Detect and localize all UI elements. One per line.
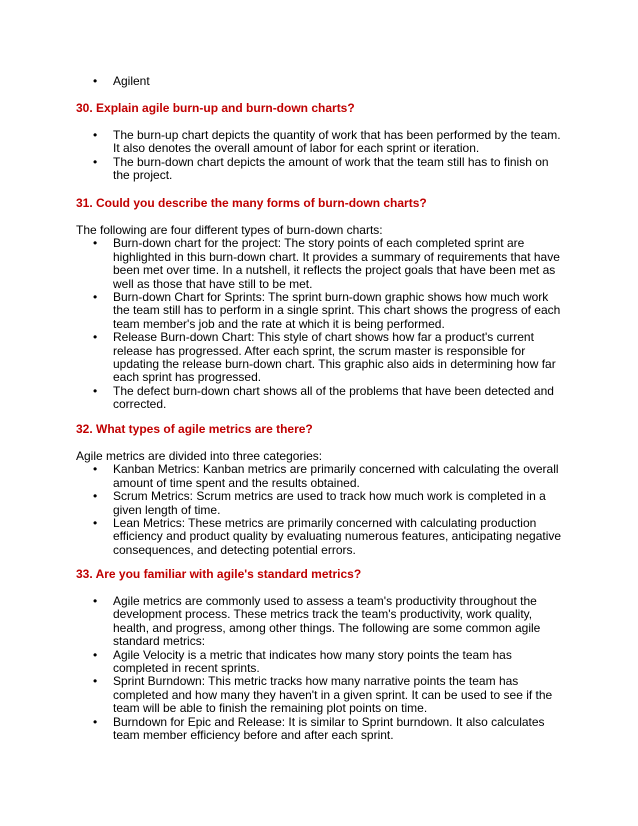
list-item: • Lean Metrics: These metrics are primarily concerned with calculating production efficiency and product quality by evaluating numerous features, anticipating negative consequences, and detecting potential errors. [76, 517, 568, 557]
list-item: • Release Burn-down Chart: This style of chart shows how far a product's current release has progressed. After each sprint, the scrum master is responsible for updating the release burn-down chart. This graphic also aids in determining how far each sprint has progressed. [76, 331, 568, 385]
list-item: • Burndown for Epic and Release: It is similar to Sprint burndown. It also calculates team member efficiency before and after each sprint. [76, 716, 568, 743]
question-30-answer [76, 129, 568, 183]
list-item: • Agile Velocity is a metric that indicates how many story points the team has completed in recent sprints. [76, 649, 568, 676]
question-33-list [76, 595, 568, 742]
list-item: • The defect burn-down chart shows all of the problems that have been detected and corrected. [76, 385, 568, 412]
list-item: • Scrum Metrics: Scrum metrics are used to track how much work is completed in a given length of time. [76, 490, 568, 517]
question-31-list [76, 237, 568, 411]
list-item: • Agile metrics are commonly used to assess a team's productivity throughout the development process. These metrics track the team's productivity, work quality, health, and progress, among other things. The following are some common agile standard metrics: [76, 595, 568, 649]
question-31-lead: The following are four different types of burn-down charts: [76, 223, 383, 237]
list-item: • Burn-down Chart for Sprints: The sprint burn-down graphic shows how much work the team still has to perform in a single sprint. This chart shows the progress of each team member's job and the rate at which it is being performed. [76, 291, 568, 331]
question-30-heading: 30. Explain agile burn-up and burn-down charts? [76, 101, 355, 115]
list-item: • The burn-up chart depicts the quantity of work that has been performed by the team. It also denotes the overall amount of labor for each sprint or iteration. [76, 129, 568, 156]
question-31-answer [76, 224, 568, 412]
question-33-heading: 33. Are you familiar with agile's standard metrics? [76, 567, 362, 581]
question-30-list [76, 129, 568, 183]
list-item: • Burn-down chart for the project: The story points of each completed sprint are highlighted in this burn-down chart. It provides a summary of requirements that have been met over time. In a nutshell, it reflects the project goals that have been met as well as those that have still to be met. [76, 237, 568, 291]
list-item: • Kanban Metrics: Kanban metrics are primarily concerned with calculating the overall amount of time spent and the results obtained. [76, 463, 568, 490]
intro-list [76, 75, 568, 88]
question-33-answer [76, 595, 568, 742]
question-32-lead: Agile metrics are divided into three categories: [76, 449, 323, 463]
list-item: • The burn-down chart depicts the amount of work that the team still has to finish on the project. [76, 156, 568, 183]
list-item: • Sprint Burndown: This metric tracks how many narrative points the team has completed and how many they haven't in a given sprint. It can be used to see if the team will be able to finish the remaining plot points on time. [76, 675, 568, 715]
question-32-list [76, 463, 568, 557]
list-item: • Agilent [76, 75, 568, 88]
question-32-heading: 32. What types of agile metrics are there? [76, 422, 313, 436]
question-31-heading: 31. Could you describe the many forms of burn-down charts? [76, 196, 427, 210]
question-32-answer [76, 450, 568, 557]
intro-section [76, 75, 568, 88]
